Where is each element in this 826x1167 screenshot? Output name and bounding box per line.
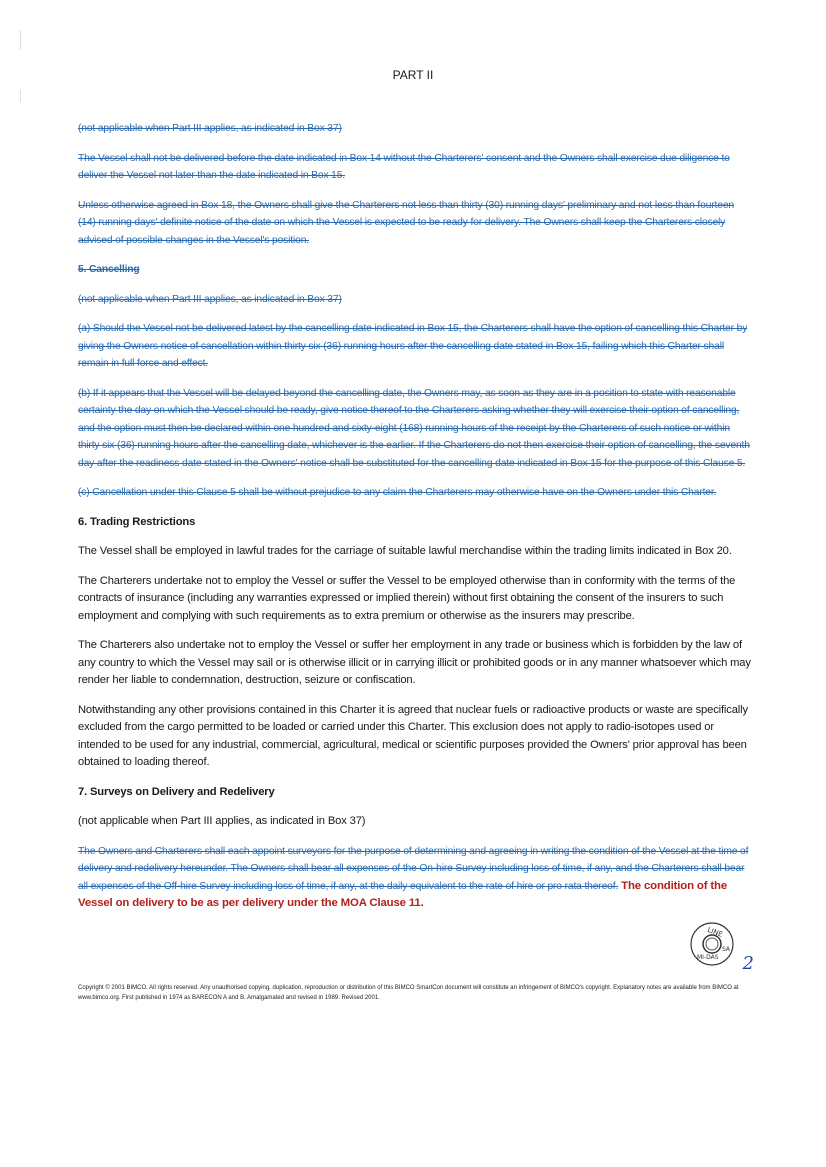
- clause5-c: (c) Cancellation under this Clause 5 shall be without prejudice to any claim the Charterers may otherwise have on the Owners under this Charter.: [78, 487, 717, 498]
- scan-mark: [20, 30, 21, 50]
- clause6-para2: The Charterers undertake not to employ the Vessel or suffer the Vessel to be employed otherwise than in conformity with the terms of the contracts of insurance (including any warranties expressed or implied therein) without first obtaining the consent of the insurers to such employment and complying with such requirements as to extra premium or otherwise as the insurers may prescribe.: [78, 574, 736, 622]
- clause6-heading: 6. Trading Restrictions: [78, 515, 196, 528]
- clause5-b: (b) If it appears that the Vessel will be delayed beyond the cancelling date, the Owners may, as soon as they are in a position to state with reasonable certainty the day on which the Vessel should be ready, give notice thereof to the Charterers asking whether they will exercise their option of cancelling, and the option must then be declared within one hundred and sixty-eight (168) running hours of the receipt by the Charterers of such notice or within thirty six (36) running hours after the cancelling date, whichever is the earlier. If the Charterers do not then exercise their option of cancelling, the seventh day after the readiness date stated in the Owners' notice shall be substituted for the cancelling date indicated in Box 15 for the purpose of this Clause 5.: [78, 387, 750, 469]
- svg-text:LINE: LINE: [705, 925, 724, 939]
- stamp-and-initials: [78, 921, 754, 979]
- clause4-para2: Unless otherwise agreed in Box 18, the Owners shall give the Charterers not less than thirty (30) running days' preliminary and not less than fourteen (14) running days' definite notice of the date on which the Vessel is expected to be ready for delivery. The Owners shall keep the Charterers closely advised of possible changes in the Vessel's position.: [78, 199, 734, 246]
- page-title: PART II: [392, 68, 434, 82]
- copyright-footer: Copyright © 2001 BIMCO. All rights reserved. Any unauthorised copying, duplication, reproduction or distribution of this BIMCO SmartCon document will constitute an infringement of BIMCO's copyright. Explanatory notes are available from BIMCO at www.bimco.org. First published in 1974 as BARECON A and B. Amalgamated and revised in 1989. Revised 2001.: [78, 984, 739, 1001]
- clause7-struck-text: The Owners and Charterers shall each appoint surveyors for the purpose of determining and agreeing in writing the condition of the Vessel at the time of delivery and redelivery hereunder. The Owners shall bear all expenses of the On-hire Survey including loss of time, if any, and the Charterers shall bear all expenses of the Off-hire Survey including loss of time, if any, at the daily equivalent to the rate of hire or pro rata thereof.: [78, 845, 749, 892]
- clause5-note: (not applicable when Part III applies, as indicated in Box 37): [78, 293, 342, 305]
- scan-mark: [20, 90, 21, 102]
- clause5-a: (a) Should the Vessel not be delivered latest by the cancelling date indicated in Box 15, the Charterers shall have the option of cancelling this Charter by giving the Owners notice of cancellation within thirty six (36) running hours after the cancelling date stated in Box 15, failing which this Charter shall remain in full force and effect.: [78, 323, 748, 369]
- clause7-para: [78, 843, 754, 913]
- clause4-para1: The Vessel shall not be delivered before the date indicated in Box 14 without the Charterers' consent and the Owners shall exercise due diligence to deliver the Vessel not later than the date indicated in Box 15.: [78, 152, 730, 181]
- document-body: [78, 120, 754, 1003]
- company-stamp: [689, 921, 735, 972]
- initials-signature: 2: [742, 952, 754, 974]
- clause6-para4: Notwithstanding any other provisions contained in this Charter it is agreed that nuclear fuels or radioactive products or waste are specifically excluded from the cargo permitted to be loaded or carried under this Charter. This exclusion does not apply to radio-isotopes used or intended to be used for any industrial, commercial, agricultural, medical or scientific purposes provided the Owners' prior approval has been obtained to loading thereof.: [78, 703, 748, 768]
- clause7-amendment: The condition of the Vessel on delivery to be as per delivery under the MOA Clause 11.: [78, 879, 728, 909]
- clause6-para1: The Vessel shall be employed in lawful trades for the carriage of suitable lawful merchandise within the trading limits indicated in Box 20.: [78, 545, 732, 557]
- clause5-heading: 5. Cancelling: [78, 264, 140, 275]
- svg-text:MI-DAS: MI-DAS: [696, 953, 719, 961]
- clause7-heading: 7. Surveys on Delivery and Redelivery: [78, 785, 275, 798]
- clause4-note: (not applicable when Part III applies, as indicated in Box 37): [78, 123, 342, 134]
- clause7-note: (not applicable when Part III applies, as indicated in Box 37): [78, 815, 366, 827]
- svg-text:SA: SA: [721, 945, 730, 953]
- clause6-para3: The Charterers also undertake not to employ the Vessel or suffer her employment in any trade or business which is forbidden by the law of any country to which the Vessel may sail or is otherwise illicit or in carrying illicit or prohibited goods or in any manner whatsoever which may render her liable to condemnation, destruction, seizure or confiscation.: [78, 639, 751, 686]
